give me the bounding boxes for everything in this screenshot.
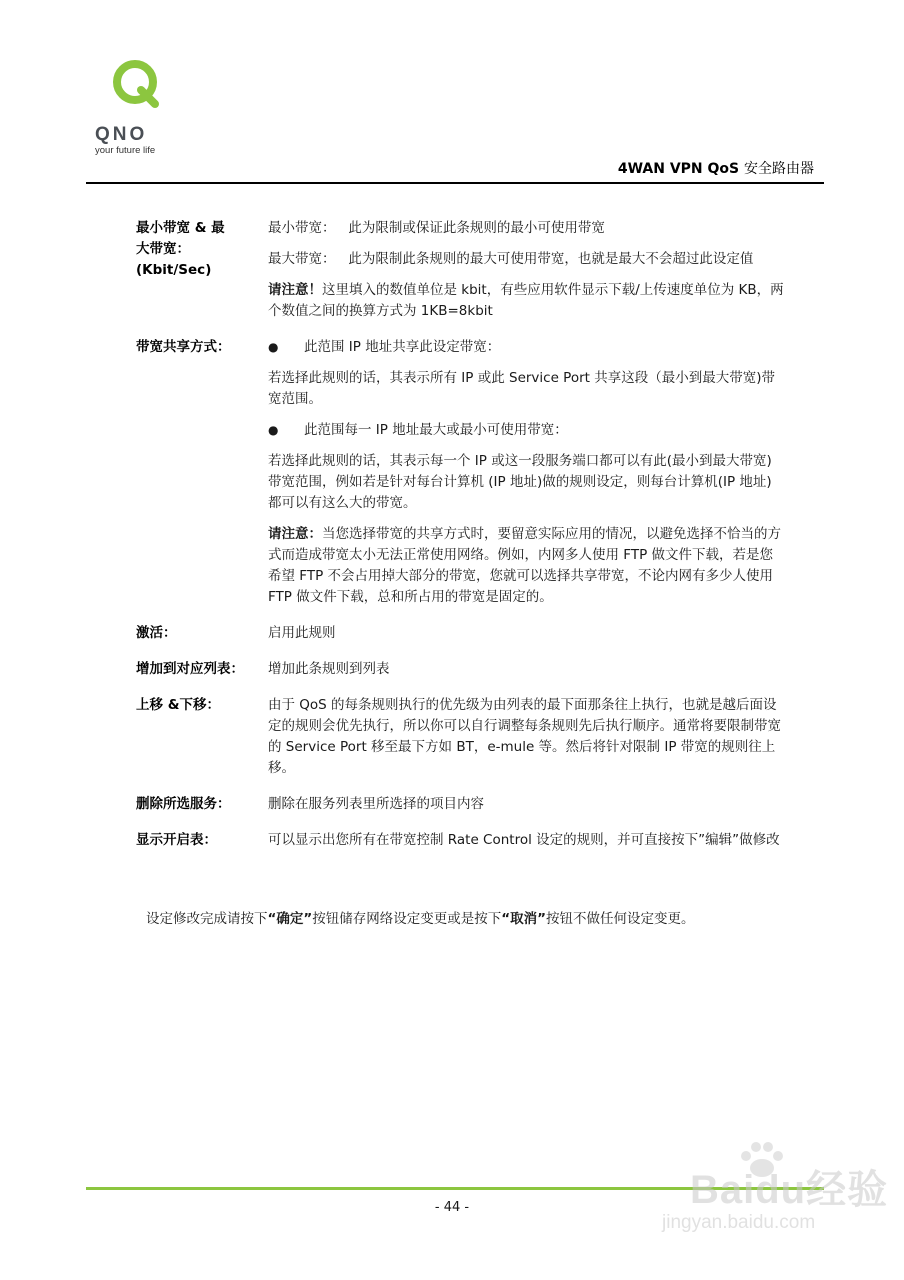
definition-row-bandwidth — [136, 218, 784, 322]
term-sharing: 带宽共享方式： — [136, 339, 231, 355]
logo-tagline: your future life — [95, 145, 156, 156]
bullet-title: 此范围每一 IP 地址最大或最小可使用带宽： — [304, 422, 568, 438]
qno-logo-icon — [111, 60, 161, 108]
document-header-title — [618, 158, 814, 178]
baidu-watermark — [642, 1140, 889, 1250]
definition-row-show-table — [136, 830, 784, 851]
bullet-icon: ● — [268, 423, 279, 437]
footer-note-part2: 按钮储存网络设定变更或是按下 — [312, 911, 502, 927]
description-delete: 删除在服务列表里所选择的项目内容 — [268, 796, 484, 812]
qno-logo — [93, 60, 183, 160]
header-title-latin: 4WAN VPN QoS — [617, 161, 740, 177]
term-line: (Kbit/Sec) — [136, 262, 212, 278]
label-max: 最大带宽： — [268, 251, 336, 267]
footer-note-part1: 设定修改完成请按下 — [146, 911, 268, 927]
footer-note-cancel: “取消” — [501, 911, 546, 927]
definition-row-move — [136, 695, 784, 779]
header-divider — [86, 182, 824, 184]
label-min: 最小带宽： — [268, 220, 336, 236]
term-show-table: 显示开启表： — [136, 832, 217, 848]
term-line: 大带宽： — [136, 241, 190, 257]
footer-note-part3: 按钮不做任何设定变更。 — [546, 911, 695, 927]
watermark-url: jingyan.baidu.com — [662, 1212, 816, 1233]
text-max: 此为限制此条规则的最大可使用带宽，也就是最大不会超过此设定值 — [348, 251, 754, 267]
bullet-body: 若选择此规则的话，其表示所有 IP 或此 Service Port 共享这段（最小到最大带宽)带宽范围。 — [268, 370, 776, 407]
logo-wordmark: QNO — [95, 124, 148, 145]
page-number: - 44 - — [434, 1200, 470, 1215]
bullet-icon: ● — [268, 340, 279, 354]
description-bandwidth — [268, 218, 784, 322]
definition-row-add-to-list — [136, 659, 784, 680]
term-delete: 删除所选服务： — [136, 796, 231, 812]
definition-row-delete — [136, 794, 784, 815]
document-body — [136, 218, 784, 866]
description-show-table: 可以显示出您所有在带宽控制 Rate Control 设定的规则，并可直接按下”编辑”做修改 — [268, 832, 780, 848]
bullet-title: 此范围 IP 地址共享此设定带宽： — [304, 339, 501, 355]
bullet-body: 若选择此规则的话，其表示每一个 IP 或这一段服务端口都可以有此(最小到最大带宽)带宽范围，例如若是针对每台计算机 (IP 地址)做的规则设定，则每台计算机(IP 地址)都可以有这么大的带宽。 — [268, 453, 772, 511]
term-add-to-list: 增加到对应列表： — [136, 661, 244, 677]
footer-instruction — [146, 907, 695, 927]
description-move: 由于 QoS 的每条规则执行的优先级为由列表的最下面那条往上执行，也就是越后面设定的规则会优先执行，所以你可以自行调整每条规则先后执行顺序。通常将要限制带宽的 Service Port 移至最下方如 BT，e-mule 等。然后将针对限制 IP 带宽的规则往上移。 — [268, 697, 781, 776]
header-title-zh: 安全路由器 — [744, 161, 814, 177]
definition-row-sharing — [136, 337, 784, 608]
paragraph-unit-note — [268, 280, 784, 322]
label-note: 请注意！ — [268, 282, 322, 298]
paragraph-max-bandwidth — [268, 249, 784, 270]
term-move: 上移 &下移： — [136, 697, 220, 713]
text-note: 这里填入的数值单位是 kbit，有些应用软件显示下载/上传速度单位为 KB，两个数值之间的换算方式为 1KB=8kbit — [268, 282, 784, 319]
paragraph-min-bandwidth — [268, 218, 784, 239]
paragraph-sharing-note — [268, 524, 784, 608]
watermark-text: Baidu经验 — [690, 1168, 889, 1212]
label-sharing-note: 请注意： — [268, 526, 322, 542]
text-sharing-note: 当您选择带宽的共享方式时，要留意实际应用的情况，以避免选择不恰当的方式而造成带宽太小无法正常使用网络。例如，内网多人使用 FTP 做文件下载，若是您希望 FTP 不会占用掉大部分的带宽，您就可以选择共享带宽，不论内网有多少人使用 FTP 做文件下载，总和所占用的带宽是固定的。 — [268, 526, 781, 605]
term-line: 最小带宽 & 最 — [136, 220, 225, 236]
definition-row-activate — [136, 623, 784, 644]
description-sharing — [268, 337, 784, 608]
description-activate: 启用此规则 — [268, 625, 336, 641]
term-activate: 激活： — [136, 625, 177, 641]
text-min: 此为限制或保证此条规则的最小可使用带宽 — [348, 220, 605, 236]
term-bandwidth — [136, 218, 268, 322]
footer-note-ok: “确定” — [267, 911, 313, 927]
bullet-item — [268, 420, 784, 441]
bullet-item — [268, 337, 784, 358]
description-add-to-list: 增加此条规则到列表 — [268, 661, 390, 677]
